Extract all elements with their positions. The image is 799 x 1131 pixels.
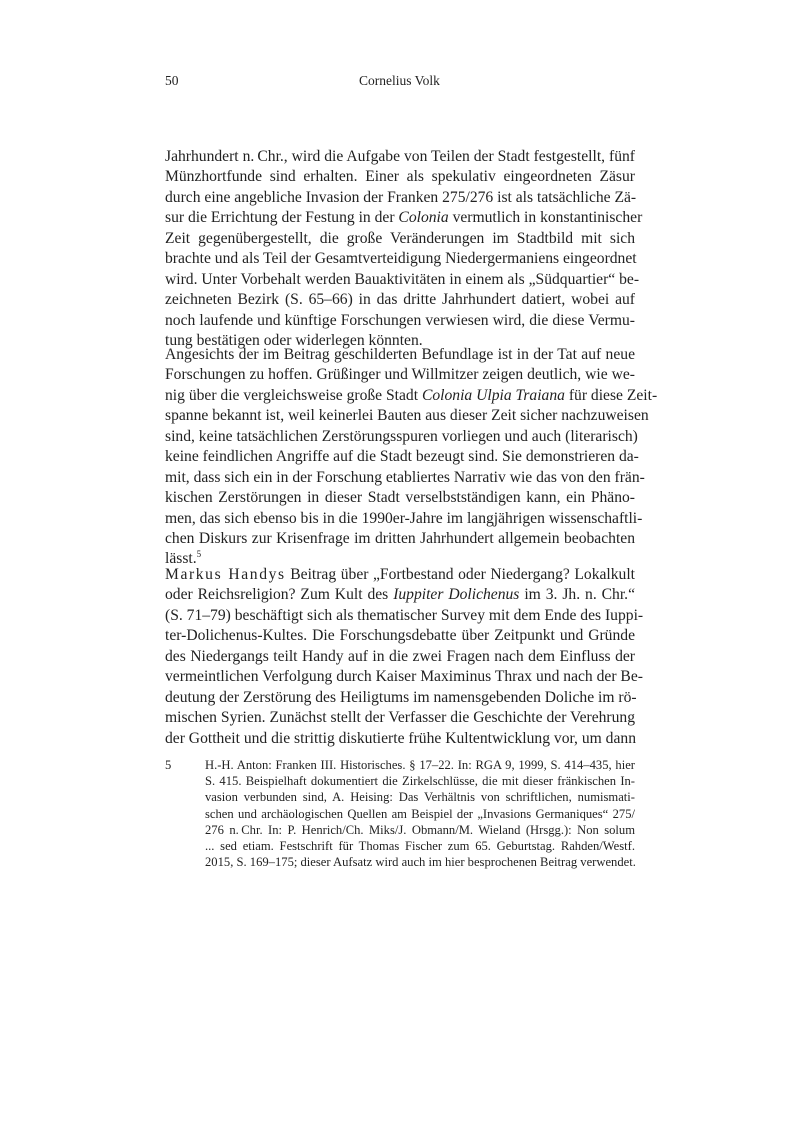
italic-text: Iuppiter Dolichenus <box>393 586 520 604</box>
text-segment: S. 415. Beispielhaft dokumentiert die Zirkelschlüsse, die mit dieser fränkischen In- <box>205 774 635 789</box>
text-segment: mischen Syrien. Zunächst stellt der Verfasser die Geschichte der Verehrung <box>165 709 635 727</box>
text-segment: Angesichts der im Beitrag geschilderten Befundlage ist in der Tat auf neue <box>165 346 635 363</box>
text-segment: mit, dass sich ein in der Forschung etabliertes Narrativ wie das von den frän- <box>165 468 645 486</box>
text-segment: Zeit gegenübergestellt, die große Veränderungen im Stadtbild mit sich <box>165 229 635 247</box>
text-line <box>165 606 644 626</box>
italic-text: Colonia Ulpia Traiana <box>421 386 565 404</box>
text-line <box>165 729 635 749</box>
text-segment: spanne bekannt ist, weil keinerlei Bauten aus dieser Zeit sicher nachzuweisen <box>165 407 649 425</box>
text-line <box>165 509 643 529</box>
text-line <box>165 167 635 187</box>
text-line <box>205 854 635 870</box>
text-segment: wird. Unter Vorbehalt werden Bauaktivitäten in einem als „Südquartier“ be- <box>165 270 640 288</box>
text-line <box>165 249 635 269</box>
text-line <box>165 406 649 426</box>
text-segment: ... sed etiam. Festschrift für Thomas Fischer zum 65. Geburtstag. Rahden/Westf. <box>205 838 635 853</box>
text-segment: 2015, S. 169–175; dieser Aufsatz wird auch im hier besprochenen Beitrag verwendet. <box>205 855 636 870</box>
text-line <box>205 822 635 838</box>
text-line <box>165 447 639 467</box>
text-line <box>205 838 635 854</box>
text-line <box>205 806 635 822</box>
text-line <box>165 688 635 708</box>
text-segment: noch laufende und künftige Forschungen verwiesen wird, die diese Vermu- <box>165 311 635 329</box>
text-line <box>165 626 635 646</box>
footnote-number: 5 <box>165 758 172 772</box>
text-segment: Forschungen zu hoffen. Grüßinger und Willmitzer zeigen deutlich, wie we- <box>165 366 635 384</box>
text-segment: nig über die vergleichsweise große Stadt <box>165 386 422 404</box>
running-head: Cornelius Volk <box>359 73 440 88</box>
text-line <box>165 386 658 406</box>
text-segment: für diese Zeit- <box>564 386 658 404</box>
text-segment: schen und archäologischen Quellen am Beispiel der „Invasions Germaniques“ 275/ <box>205 806 635 821</box>
paragraph-1 <box>165 147 643 351</box>
text-line <box>205 757 635 773</box>
text-segment: der Gottheit und die strittig diskutierte frühe Kultentwicklung vor, um dann <box>165 729 636 747</box>
text-line <box>165 565 635 585</box>
text-line <box>165 290 635 310</box>
text-segment: kischen Zerstörungen in dieser Stadt verselbstständigen kann, ein Phäno- <box>165 489 635 507</box>
text-segment: brachte und als Teil der Gesamtverteidigung Niedergermaniens eingeordnet <box>165 250 637 268</box>
text-segment: deutung der Zerstörung des Heiligtums im namensgebenden Doliche im rö- <box>165 688 637 706</box>
text-segment: tung bestätigen oder widerlegen könnten. <box>165 331 423 349</box>
text-segment: im 3. Jh. n. Chr.“ <box>519 586 635 604</box>
text-segment: des Niedergangs teilt Handy auf in die zwei Fragen nach dem Einfluss der <box>165 647 635 665</box>
paragraph-3 <box>165 565 644 749</box>
text-segment: durch eine angebliche Invasion der Franken 275/276 ist als tatsächliche Zä- <box>165 188 637 206</box>
text-line <box>165 270 640 290</box>
text-segment: men, das sich ebenso bis in die 1990er-Jahre im langjährigen wissenschaftli- <box>165 509 643 527</box>
text-line <box>165 708 635 728</box>
text-segment: keine feindlichen Angriffe auf die Stadt bezeugt sind. Sie demonstrieren da- <box>165 448 639 466</box>
text-line <box>165 667 643 687</box>
text-line <box>165 529 635 549</box>
text-line <box>165 488 635 508</box>
footnote-reference[interactable]: 5 <box>196 549 202 560</box>
text-segment: Beitrag über „Fortbestand oder Niedergang? Lokalkult <box>285 566 636 583</box>
text-segment: sind, keine tatsächlichen Zerstörungsspuren vorliegen und auch (literarisch) <box>165 427 638 445</box>
text-line <box>165 229 635 249</box>
text-segment: vermutlich in konstantinischer <box>448 209 643 227</box>
text-line <box>165 188 635 208</box>
text-segment: vermeintlichen Verfolgung durch Kaiser Maximinus Thrax und nach der Be- <box>165 668 643 686</box>
text-segment: chen Diskurs zur Krisenfrage im dritten Jahrhundert allgemein beobachten <box>165 529 635 547</box>
text-segment: Markus Handys <box>165 566 286 583</box>
text-line <box>165 647 635 667</box>
text-line <box>165 585 635 605</box>
text-line <box>205 789 635 805</box>
text-line <box>165 365 635 385</box>
text-line <box>165 311 635 331</box>
text-line <box>165 147 635 167</box>
text-segment: H.-H. Anton: Franken III. Historisches. § 17–22. In: RGA 9, 1999, S. 414–435, hier <box>205 758 635 772</box>
text-line <box>165 427 638 447</box>
page-number: 50 <box>165 73 179 88</box>
text-segment: sur die Errichtung der Festung in der <box>165 209 399 227</box>
text-line <box>165 208 643 228</box>
text-segment: ter-Dolichenus-Kultes. Die Forschungsdebatte über Zeitpunkt und Gründe <box>165 627 635 645</box>
text-segment: oder Reichsreligion? Zum Kult des <box>165 586 394 604</box>
paragraph-2 <box>165 345 658 570</box>
text-line <box>165 468 645 488</box>
text-segment: vasion verbunden sind, A. Heising: Das Verhältnis von schriftlichen, numismati- <box>205 790 635 805</box>
text-segment: zeichneten Bezirk (S. 65–66) in das dritte Jahrhundert datiert, wobei auf <box>165 291 635 309</box>
text-segment: (S. 71–79) beschäftigt sich als thematischer Survey mit dem Ende des Iuppi- <box>165 606 644 624</box>
italic-text: Colonia <box>398 209 449 227</box>
text-segment: Jahrhundert n. Chr., wird die Aufgabe von Teilen der Stadt festgestellt, fünf <box>165 148 635 165</box>
text-line <box>205 773 635 789</box>
text-segment: lässt. <box>165 550 197 568</box>
text-segment: Münzhortfunde sind erhalten. Einer als spekulativ eingeordneten Zäsur <box>165 168 635 186</box>
text-line <box>165 345 635 365</box>
text-segment: 276 n. Chr. In: P. Henrich/Ch. Miks/J. Obmann/M. Wieland (Hrsgg.): Non solum <box>205 822 635 837</box>
footnote-text <box>205 757 635 870</box>
